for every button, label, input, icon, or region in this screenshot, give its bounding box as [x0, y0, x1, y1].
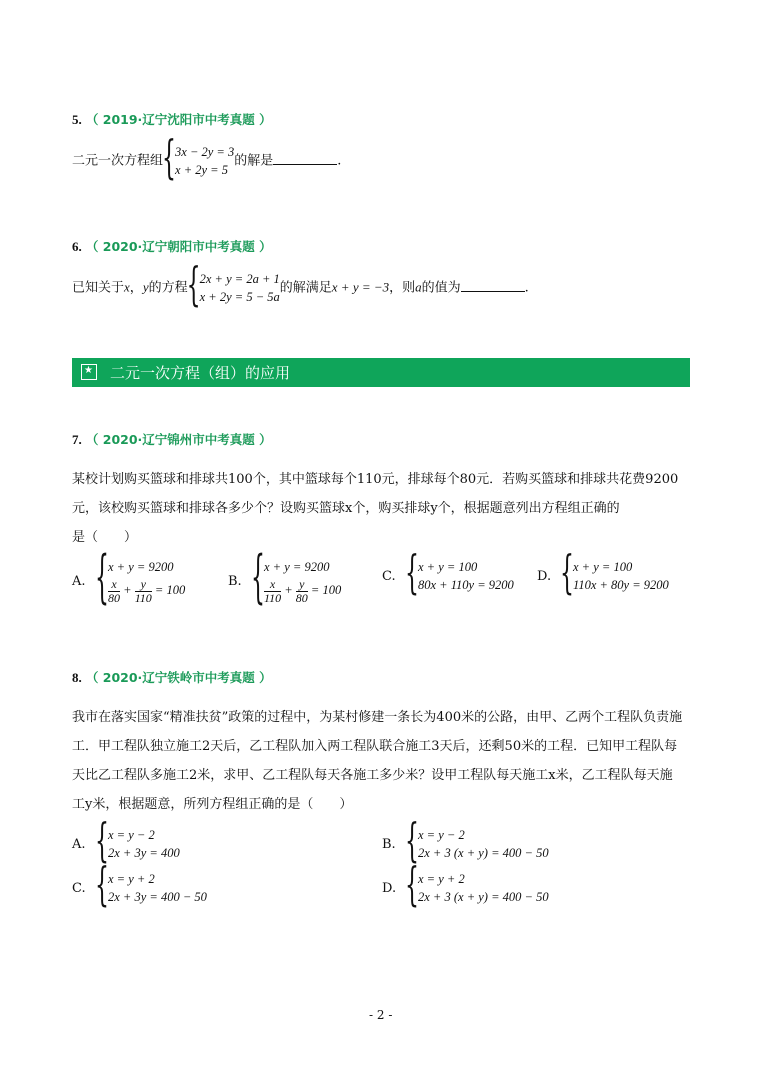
- star-bookmark-icon: [81, 364, 97, 380]
- equation-system: [560, 548, 669, 601]
- option-label: B.: [382, 836, 396, 852]
- question-text-line: 某校计划购买篮球和排球共100个，其中篮球每个110元，排球每个80元．若购买篮球和排球共花费9200: [72, 472, 679, 487]
- question-6-header: [72, 237, 272, 255]
- equation-system: [95, 860, 207, 913]
- section-banner: [72, 358, 690, 387]
- equation: x = y + 2: [108, 872, 155, 886]
- stem-text: 的解是: [234, 153, 274, 169]
- fraction: $\frac{y}{80}$: [295, 576, 308, 605]
- period: .: [337, 153, 342, 169]
- brace-icon: {: [405, 816, 419, 869]
- question-5-header: [72, 110, 272, 128]
- option-a[interactable]: [72, 816, 180, 869]
- option-label: A.: [72, 836, 86, 852]
- math-var: y: [142, 279, 149, 295]
- brace-icon: {: [186, 260, 201, 313]
- stem-text: 的方程: [148, 280, 188, 296]
- option-a[interactable]: [72, 547, 186, 613]
- question-text-line: 工y米，根据题意，所列方程组正确的是（ ）: [72, 797, 353, 812]
- question-source: （ 2020·辽宁铁岭市中考真题 ）: [85, 670, 272, 685]
- fraction: $\frac{x}{80}$: [108, 576, 120, 605]
- equation: 110x + 80y = 9200: [573, 578, 669, 592]
- equation: 2x + y = 2a + 1: [199, 272, 280, 286]
- question-source: （ 2020·辽宁朝阳市中考真题 ）: [85, 239, 272, 254]
- option-label: D.: [382, 880, 397, 896]
- option-b[interactable]: [382, 816, 549, 869]
- option-c[interactable]: [72, 860, 207, 913]
- question-source: （ 2020·辽宁锦州市中考真题 ）: [85, 432, 272, 447]
- equation-system: [162, 133, 235, 186]
- stem-text: 已知关于: [72, 280, 125, 296]
- brace-icon: {: [405, 548, 419, 601]
- equation: $\frac{x}{80}$ + $\frac{y}{110}$ = 100: [108, 576, 186, 605]
- question-number: 5.: [72, 112, 82, 127]
- option-c[interactable]: [382, 548, 514, 601]
- equation: $\frac{x}{110}$ + $\frac{y}{80}$ = 100: [264, 576, 342, 605]
- question-text-line: 工．甲工程队独立施工2天后，乙工程队加入两工程队联合施工3天后，还剩50米的工程．已知甲工程队每: [72, 739, 678, 754]
- brace-icon: {: [162, 133, 177, 186]
- question-8-header: [72, 668, 272, 686]
- question-7-header: [72, 430, 272, 448]
- option-label: B.: [228, 573, 242, 589]
- equation-system: [95, 816, 180, 869]
- equation-system: [251, 547, 342, 613]
- question-number: 6.: [72, 239, 82, 254]
- option-label: C.: [382, 568, 396, 584]
- brace-icon: {: [95, 547, 109, 613]
- brace-icon: {: [95, 816, 109, 869]
- question-text-line: 元，该校购买篮球和排球各多少个？设购买篮球x个，购买排球y个，根据题意列出方程组正确的: [72, 501, 620, 516]
- math-var: a: [415, 279, 422, 295]
- stem-text: ，则: [389, 280, 416, 296]
- equation: x + y = 100: [573, 560, 633, 574]
- equation-system: [405, 860, 549, 913]
- option-label: C.: [72, 880, 86, 896]
- fraction: $\frac{x}{110}$: [264, 576, 282, 605]
- equation: x + y = 9200: [264, 560, 330, 574]
- option-d[interactable]: [382, 860, 549, 913]
- fraction: $\frac{y}{110}$: [134, 576, 152, 605]
- stem-text: 的值为: [421, 280, 461, 296]
- math-var: x: [124, 279, 130, 295]
- question-6-stem: [72, 260, 529, 313]
- equation: x + y = 9200: [108, 560, 174, 574]
- option-d[interactable]: [537, 548, 669, 601]
- equation: 3x − 2y = 3: [175, 145, 235, 159]
- question-number: 7.: [72, 432, 82, 447]
- question-text-line: 是（ ）: [72, 530, 138, 545]
- section-title: 二元一次方程（组）的应用: [110, 364, 291, 382]
- equation: 80x + 110y = 9200: [418, 578, 514, 592]
- equation-system: [405, 548, 514, 601]
- equation-system: [186, 260, 280, 313]
- equation: x = y + 2: [418, 872, 465, 886]
- condition: x + y = −3: [331, 279, 390, 295]
- equation: x + y = 100: [418, 560, 478, 574]
- stem-text: ，: [129, 280, 143, 296]
- option-b[interactable]: [228, 547, 342, 613]
- option-label: D.: [537, 568, 552, 584]
- period: .: [524, 280, 529, 296]
- equation-system: [405, 816, 549, 869]
- brace-icon: {: [251, 547, 265, 613]
- equation: 2x + 3 (x + y) = 400 − 50: [418, 846, 549, 860]
- equation: 2x + 3y = 400: [108, 846, 180, 860]
- equation: 2x + 3 (x + y) = 400 − 50: [418, 890, 549, 904]
- equation: x + 2y = 5 − 5a: [199, 290, 280, 304]
- equation: 2x + 3y = 400 − 50: [108, 890, 207, 904]
- equation: x = y − 2: [418, 828, 465, 842]
- answer-blank[interactable]: [273, 152, 337, 165]
- question-number: 8.: [72, 670, 82, 685]
- brace-icon: {: [560, 548, 574, 601]
- page-number: - 2 -: [369, 1008, 393, 1022]
- stem-text: 二元一次方程组: [72, 153, 164, 169]
- answer-blank[interactable]: [461, 279, 525, 292]
- brace-icon: {: [95, 860, 109, 913]
- stem-text: 的解满足: [279, 280, 332, 296]
- question-source: （ 2019·辽宁沈阳市中考真题 ）: [85, 112, 272, 127]
- question-5-stem: [72, 133, 342, 186]
- equation-system: [95, 547, 186, 613]
- equation: x + 2y = 5: [175, 163, 228, 177]
- brace-icon: {: [405, 860, 419, 913]
- question-text-line: 我市在落实国家“精准扶贫”政策的过程中，为某村修建一条长为400米的公路，由甲、乙两个工程队负责施: [72, 710, 683, 725]
- option-label: A.: [72, 573, 86, 589]
- equation: x = y − 2: [108, 828, 155, 842]
- question-text-line: 天比乙工程队多施工2米，求甲、乙工程队每天各施工多少米？设甲工程队每天施工x米，乙工程队每天施: [72, 768, 673, 783]
